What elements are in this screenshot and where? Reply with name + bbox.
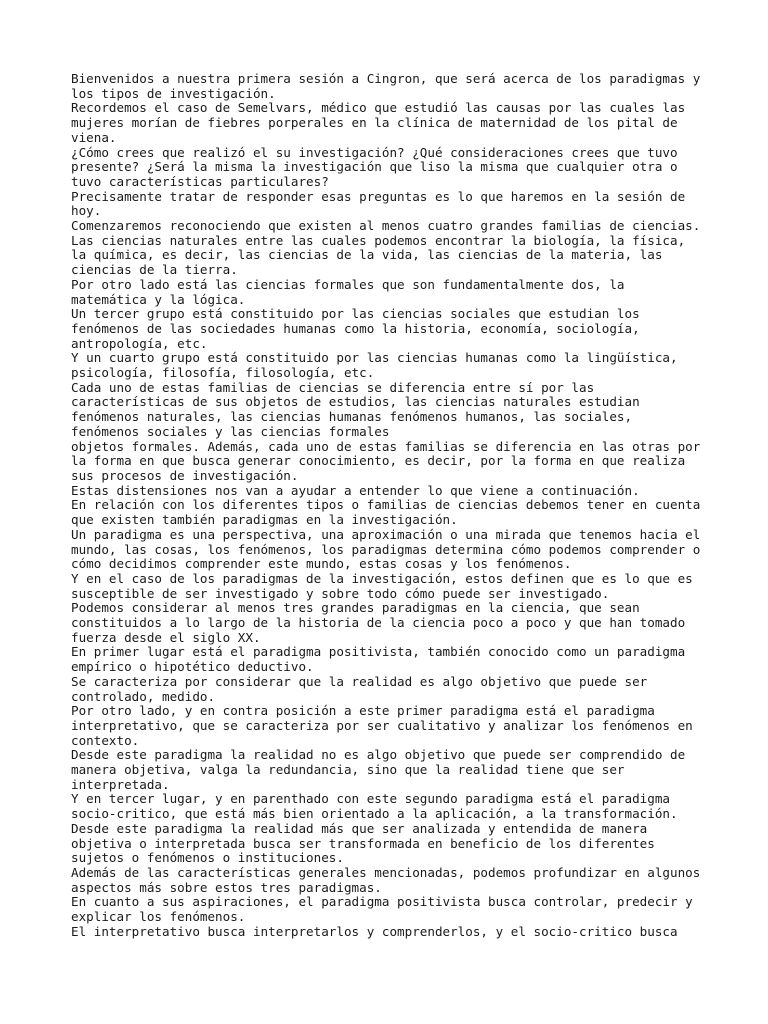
text-line: Por otro lado, y en contra posición a este primer paradigma está el paradigma: [71, 703, 655, 719]
text-line: constituidos a lo largo de la historia de la ciencia poco a poco y que han tomado: [71, 615, 686, 631]
text-line: cómo decidimos comprender este mundo, estas cosas y los fenómenos.: [71, 556, 572, 572]
text-line: hoy.: [71, 203, 102, 219]
text-line: contexto.: [71, 732, 140, 748]
text-line: Un tercer grupo está constituido por las ciencias sociales que estudian los: [71, 306, 640, 322]
text-line: mujeres morían de fiebres porperales en la clínica de maternidad de los pital de: [71, 115, 678, 131]
text-line: interpretativo, que se caracteriza por ser cualitativo y analizar los fenómenos en: [71, 717, 693, 733]
text-line: socio-critico, que está más bien orientado a la aplicación, a la transformación.: [71, 806, 678, 822]
document-page: [71, 72, 711, 939]
text-line: Precisamente tratar de responder esas preguntas es lo que haremos en la sesión de: [71, 188, 686, 204]
text-line: Desde este paradigma la realidad más que ser analizada y entendida de manera: [71, 820, 648, 836]
document-text: [71, 72, 711, 939]
text-line: Desde este paradigma la realidad no es algo objetivo que puede ser comprendido de: [71, 747, 686, 763]
text-line: psicología, filosofía, filosología, etc.: [71, 365, 375, 381]
text-line: Un paradigma es una perspectiva, una aproximación o una mirada que tenemos hacia el: [71, 526, 701, 542]
text-line: Estas distensiones nos van a ayudar a entender lo que viene a continuación.: [71, 482, 640, 498]
text-line: la química, es decir, las ciencias de la vida, las ciencias de la materia, las: [71, 247, 663, 263]
text-line: controlado, medido.: [71, 688, 216, 704]
text-line: manera objetiva, valga la redundancia, sino que la realidad tiene que ser: [71, 762, 625, 778]
text-line: aspectos más sobre estos tres paradigmas.: [71, 879, 382, 895]
text-line: tuvo características particulares?: [71, 173, 329, 189]
text-line: El interpretativo busca interpretarlos y comprenderlos, y el socio-critico busca: [71, 923, 678, 939]
text-line: Podemos considerar al menos tres grandes paradigmas en la ciencia, que sean: [71, 600, 640, 616]
text-line: Las ciencias naturales entre las cuales podemos encontrar la biología, la física,: [71, 232, 686, 248]
text-line: los tipos de investigación.: [71, 85, 276, 101]
text-line: objetos formales. Además, cada uno de estas familias se diferencia en las otras por: [71, 438, 701, 454]
text-line: interpretada.: [71, 776, 170, 792]
text-line: sus procesos de investigación.: [71, 467, 299, 483]
text-line: explicar los fenómenos.: [71, 909, 246, 925]
text-line: Bienvenidos a nuestra primera sesión a Cingron, que será acerca de los paradigmas y: [71, 71, 701, 86]
text-line: Recordemos el caso de Semelvars, médico que estudió las causas por las cuales las: [71, 100, 686, 116]
text-line: Cada uno de estas familias de ciencias se diferencia entre sí por las: [71, 379, 595, 395]
text-line: objetiva o interpretada busca ser transformada en beneficio de los diferentes: [71, 835, 655, 851]
text-line: Por otro lado está las ciencias formales que son fundamentalmente dos, la: [71, 276, 625, 292]
text-line: Y en tercer lugar, y en parenthado con este segundo paradigma está el paradigma: [71, 791, 670, 807]
text-line: ¿Cómo crees que realizó el su investigación? ¿Qué consideraciones crees que tuvo: [71, 144, 678, 160]
text-line: sujetos o fenómenos o instituciones.: [71, 850, 344, 866]
text-line: presente? ¿Será la misma la investigación que liso la misma que cualquier otra o: [71, 159, 678, 175]
text-line: En primer lugar está el paradigma positivista, también conocido como un paradigma: [71, 644, 686, 660]
text-line: antropología, etc.: [71, 335, 208, 351]
text-line: susceptible de ser investigado y sobre todo cómo puede ser investigado.: [71, 585, 610, 601]
text-line: En relación con los diferentes tipos o familias de ciencias debemos tener en cuenta: [71, 497, 701, 513]
text-line: Además de las características generales mencionadas, podemos profundizar en algunos: [71, 864, 701, 880]
text-line: empírico o hipotético deductivo.: [71, 659, 314, 675]
text-line: En cuanto a sus aspiraciones, el paradigma positivista busca controlar, predecir y: [71, 894, 693, 910]
text-line: fenómenos de las sociedades humanas como la historia, economía, sociología,: [71, 320, 640, 336]
text-line: fenómenos sociales y las ciencias formales: [71, 423, 390, 439]
text-line: ciencias de la tierra.: [71, 262, 238, 278]
text-line: Se caracteriza por considerar que la realidad es algo objetivo que puede ser: [71, 673, 648, 689]
text-line: Y en el caso de los paradigmas de la investigación, estos definen que es lo que es: [71, 570, 693, 586]
text-line: Y un cuarto grupo está constituido por las ciencias humanas como la lingüística,: [71, 350, 678, 366]
text-line: matemática y la lógica.: [71, 291, 246, 307]
text-line: que existen también paradigmas en la investigación.: [71, 512, 458, 528]
text-line: Comenzaremos reconociendo que existen al menos cuatro grandes familias de ciencias.: [71, 218, 701, 234]
text-line: viena.: [71, 129, 117, 145]
text-line: la forma en que busca generar conocimiento, es decir, por la forma en que realiza: [71, 453, 686, 469]
text-line: fuerza desde el siglo XX.: [71, 629, 261, 645]
text-line: características de sus objetos de estudios, las ciencias naturales estudian: [71, 394, 640, 410]
text-line: mundo, las cosas, los fenómenos, los paradigmas determina cómo podemos comprender o: [71, 541, 701, 557]
text-line: fenómenos naturales, las ciencias humanas fenómenos humanos, las sociales,: [71, 409, 633, 425]
